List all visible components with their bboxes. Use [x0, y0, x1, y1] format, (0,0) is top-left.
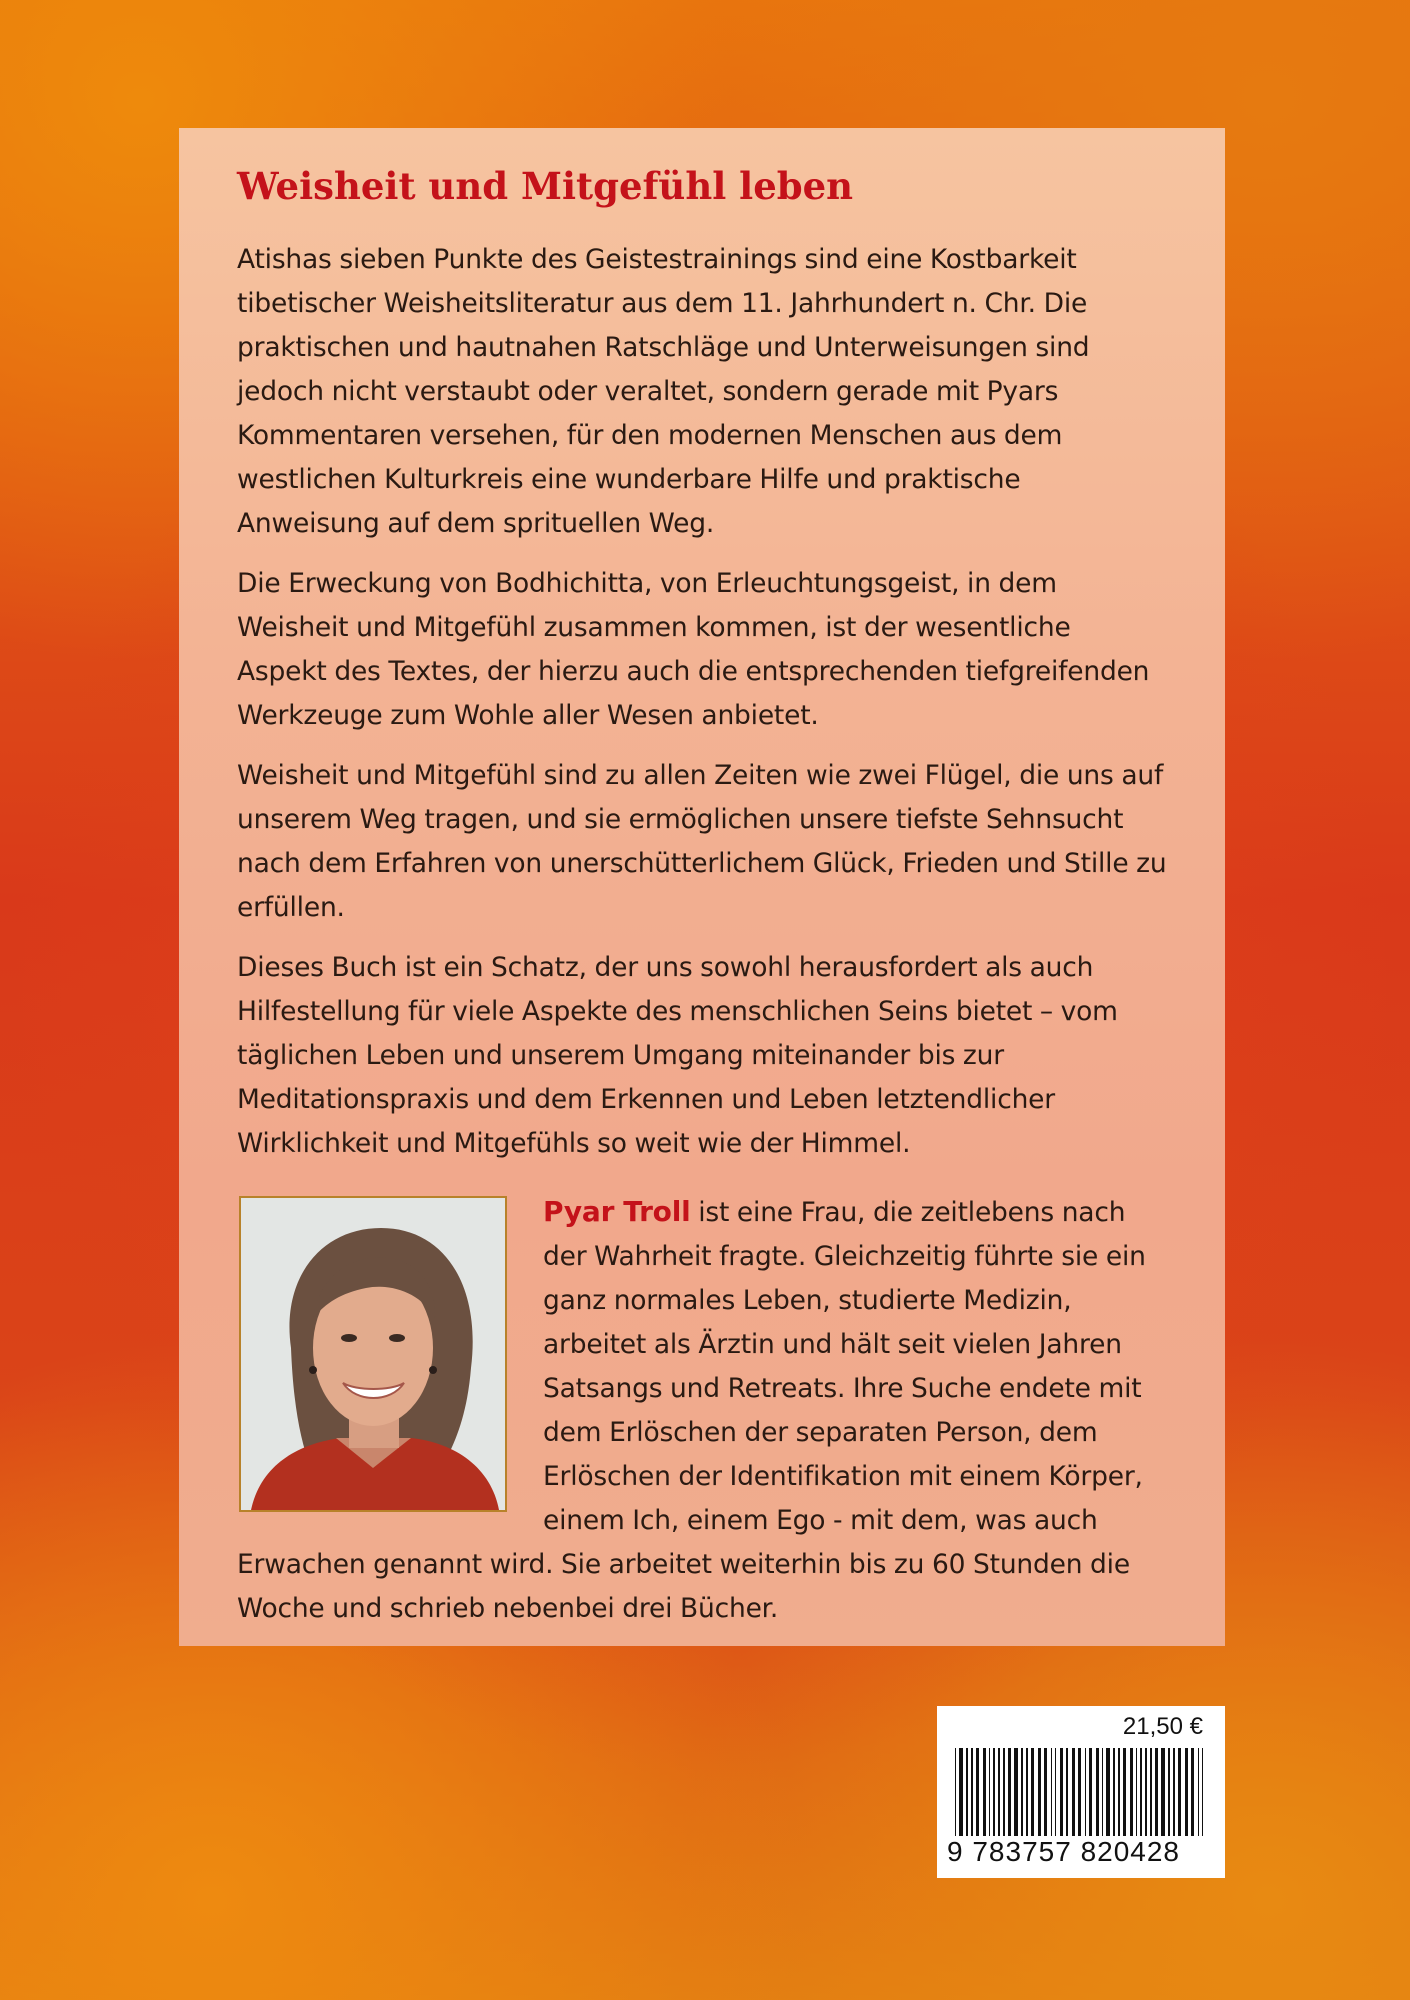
barcode-bar: [1150, 1748, 1152, 1836]
blurb-paragraph-2: Die Erweckung von Bodhichitta, von Erleuchtungsgeist, in dem Weisheit und Mitgefühl zusammen kommen, ist der wesentliche Aspekt des Textes, der hierzu auch die entsprechenden tiefgreifenden Werkzeuge zum Wohle aller Wesen anbietet.: [237, 568, 1150, 732]
barcode-bar: [1118, 1748, 1120, 1836]
book-title: Weisheit und Mitgefühl leben: [237, 164, 854, 208]
author-portrait-illustration: [241, 1198, 505, 1510]
barcode-bar: [998, 1748, 1000, 1836]
barcode-bar: [1096, 1748, 1099, 1836]
barcode-bar: [1140, 1748, 1142, 1836]
barcode-bar: [1066, 1748, 1068, 1836]
barcode-bar: [1003, 1748, 1005, 1836]
barcode-bar: [1168, 1748, 1170, 1836]
author-photo: [239, 1196, 507, 1512]
barcode-box: [937, 1706, 1225, 1878]
barcode-bar: [955, 1748, 956, 1836]
isbn-digits: 9 783757 820428: [947, 1836, 1180, 1867]
barcode-bar: [959, 1748, 963, 1836]
barcode-bar: [993, 1748, 995, 1836]
barcode-bar: [1055, 1748, 1056, 1836]
barcode-bar: [1014, 1748, 1018, 1836]
barcode-bar: [983, 1748, 986, 1836]
barcode-bar: [1089, 1748, 1092, 1836]
author-name: Pyar Troll: [543, 1195, 691, 1229]
barcode-bar: [1026, 1748, 1028, 1836]
barcode-bar: [1021, 1748, 1023, 1836]
price-label: 21,50 €: [1122, 1713, 1203, 1740]
barcode-bar: [1078, 1748, 1081, 1836]
barcode-bar: [1085, 1748, 1086, 1836]
barcode-bar: [1031, 1748, 1034, 1836]
barcode-bar: [1113, 1748, 1115, 1836]
barcode-bar: [1072, 1748, 1075, 1836]
barcode-bar: [1008, 1748, 1011, 1836]
barcode-bar: [1191, 1748, 1194, 1836]
barcode-bar: [966, 1748, 968, 1836]
barcode-bar: [1123, 1748, 1126, 1836]
blurb-paragraph-1: Atishas sieben Punkte des Geistestrainings sind eine Kostbarkeit tibetischer Weisheitsliteratur aus dem 11. Jahrhundert n. Chr. Die praktischen und hautnahen Ratschläge und Unterweisungen sind jedoch nicht verstaubt oder veraltet, sondern gerade mit Pyars Kommentaren versehen, für den modernen Menschen aus dem westlichen Kulturkreis eine wunderbare Hilfe und praktische Anweisung auf dem sprituellen Weg.: [237, 244, 1090, 540]
barcode-bar: [1130, 1748, 1133, 1836]
author-bio-text: ist eine Frau, die zeitlebens nach der Wahrheit fragte. Gleichzeitig führte sie ein ganz normales Leben, studierte Medizin, arbeitet als Ärztin und hält seit vielen Jahren Satsangs und Retreats. Ihre Suche endete mit dem Erlöschen der separaten Person, dem Erlöschen der Identifikation mit einem Körper, einem Ich, einem Ego - mit dem, was auch Erwachen genannt wird. Sie arbeitet weiterhin bis zu 60 Stunden die Woche und schrieb nebenbei drei Bücher.: [237, 1197, 1146, 1625]
barcode-bar: [1102, 1748, 1103, 1836]
barcode-bar: [1060, 1748, 1063, 1836]
barcode-bar: [1051, 1748, 1052, 1836]
barcode-bar: [989, 1748, 990, 1836]
barcode-bar: [1173, 1748, 1175, 1836]
barcode-bar: [1038, 1748, 1041, 1836]
barcode-bar: [1202, 1748, 1203, 1836]
barcode-bar: [1136, 1748, 1137, 1836]
blurb-paragraph-4: Dieses Buch ist ein Schatz, der uns sowohl herausfordert als auch Hilfestellung für viele Aspekte des menschlichen Seins bietet – vom täglichen Leben und unserem Umgang miteinander bis zur Meditationspraxis und dem Erkennen und Leben letztendlicher Wirklichkeit und Mitgefühls so weit wie der Himmel.: [237, 952, 1118, 1160]
barcode-bar: [1145, 1748, 1147, 1836]
barcode-bar: [1155, 1748, 1158, 1836]
barcode-bar: [1185, 1748, 1188, 1836]
text-panel: [179, 128, 1225, 1646]
blurb-paragraph-3: Weisheit und Mitgefühl sind zu allen Zeiten wie zwei Flügel, die uns auf unserem Weg tragen, und sie ermöglichen unsere tiefste Sehnsucht nach dem Erfahren von unerschütterlichem Glück, Frieden und Stille zu erfüllen.: [237, 760, 1167, 924]
barcode-bar: [1178, 1748, 1181, 1836]
barcode-bar: [971, 1748, 973, 1836]
barcode-bar: [976, 1748, 979, 1836]
barcode-bar: [1161, 1748, 1165, 1836]
barcode-bar: [1044, 1748, 1047, 1836]
author-block: [237, 1190, 1167, 1631]
barcode-bar: [1106, 1748, 1110, 1836]
barcode-icon: [947, 1748, 1215, 1836]
barcode-bar: [1198, 1748, 1199, 1836]
